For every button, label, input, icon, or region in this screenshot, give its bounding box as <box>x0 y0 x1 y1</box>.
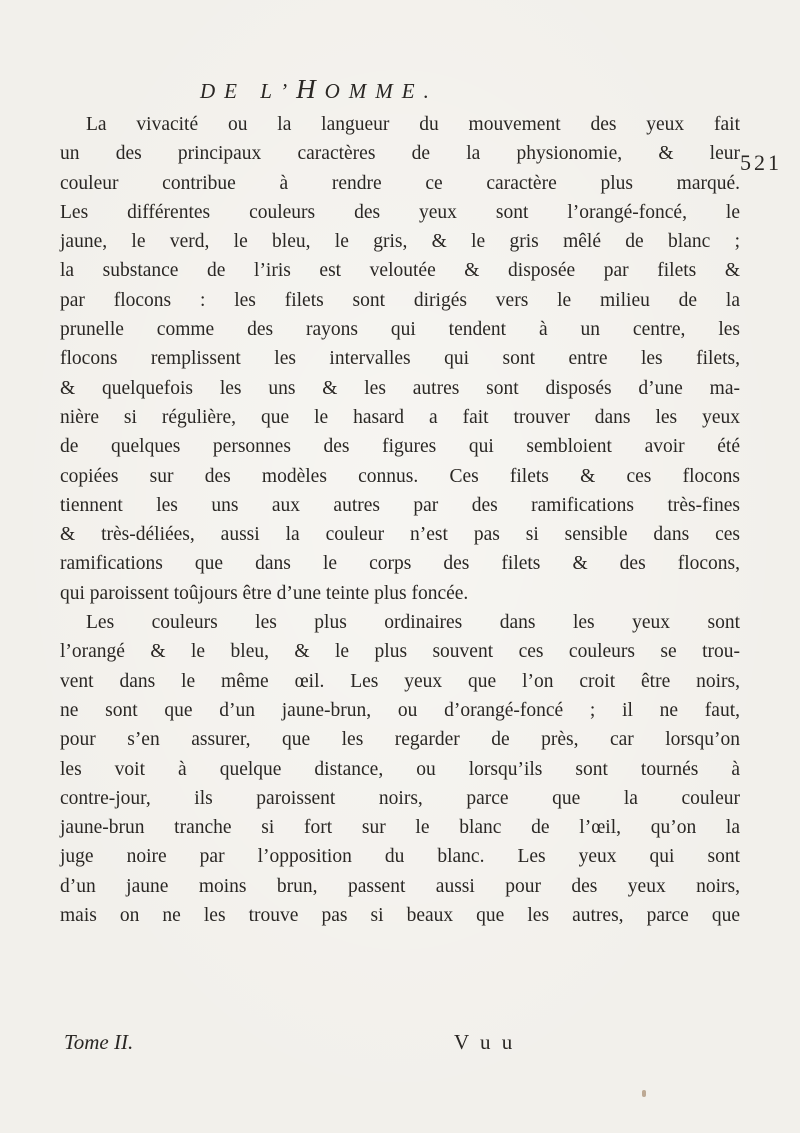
text-line: & quelquefois les uns & les autres sont disposés d’une ma- <box>60 377 740 399</box>
text-line: la substance de l’iris est veloutée & disposée par filets & <box>60 260 740 282</box>
paper-speck <box>642 1090 646 1097</box>
text-line: les voit à quelque distance, ou lorsqu’ils sont tournés à <box>60 758 740 780</box>
text-line: flocons remplissent les intervalles qui sont entre les filets, <box>60 348 740 370</box>
text-line: nière si régulière, que le hasard a fait trouver dans les yeux <box>60 406 740 428</box>
text-line: ne sont que d’un jaune-brun, ou d’orangé-foncé ; il ne faut, <box>60 699 740 721</box>
text-line: prunelle comme des rayons qui tendent à un centre, les <box>60 319 740 341</box>
text-line: contre-jour, ils paroissent noirs, parce que la couleur <box>60 787 740 809</box>
running-title-prefix: DE L’ <box>200 79 297 103</box>
text-line: copiées sur des modèles connus. Ces filets & ces flocons <box>60 465 740 487</box>
signature-mark: V u u <box>454 1030 516 1054</box>
volume-label: Tome II. <box>64 1030 134 1054</box>
text-line: & très-déliées, aussi la couleur n’est pas si sensible dans ces <box>60 524 740 546</box>
page-number: 521 <box>740 150 782 175</box>
text-line: Les couleurs les plus ordinaires dans les yeux sont <box>86 612 740 634</box>
text-line: vent dans le même œil. Les yeux que l’on croit être noirs, <box>60 670 740 692</box>
text-line: mais on ne les trouve pas si beaux que les autres, parce que <box>60 905 740 927</box>
text-line: tiennent les uns aux autres par des ramifications très-fines <box>60 494 740 516</box>
text-line: jaune, le verd, le bleu, le gris, & le gris mêlé de blanc ; <box>60 231 740 253</box>
running-title-suffix: OMME. <box>324 79 438 103</box>
text-line: pour s’en assurer, que les regarder de près, car lorsqu’on <box>60 729 740 751</box>
text-line: La vivacité ou la langueur du mouvement des yeux fait <box>86 114 740 135</box>
text-line: juge noire par l’opposition du blanc. Les yeux qui sont <box>60 846 740 868</box>
text-line: d’un jaune moins brun, passent aussi pour des yeux noirs, <box>60 875 740 897</box>
body-text <box>60 110 740 930</box>
page-footer <box>64 1030 684 1062</box>
text-line: l’orangé & le bleu, & le plus souvent ces couleurs se trou- <box>60 641 740 663</box>
text-line: jaune-brun tranche si fort sur le blanc de l’œil, qu’on la <box>60 817 740 839</box>
text-line: par flocons : les filets sont dirigés vers le milieu de la <box>60 289 740 311</box>
text-line: couleur contribue à rendre ce caractère plus marqué. <box>60 172 740 194</box>
text-line: Les différentes couleurs des yeux sont l’orangé-foncé, le <box>60 201 740 223</box>
running-title <box>200 74 438 105</box>
running-title-initial: H <box>296 74 325 104</box>
text-line: qui paroissent toûjours être d’une teinte plus foncée. <box>60 582 469 604</box>
text-line: ramifications que dans le corps des filets & des flocons, <box>60 553 740 575</box>
text-line: un des principaux caractères de la physionomie, & leur <box>60 143 740 165</box>
text-line: de quelques personnes des figures qui sembloient avoir été <box>60 436 740 458</box>
